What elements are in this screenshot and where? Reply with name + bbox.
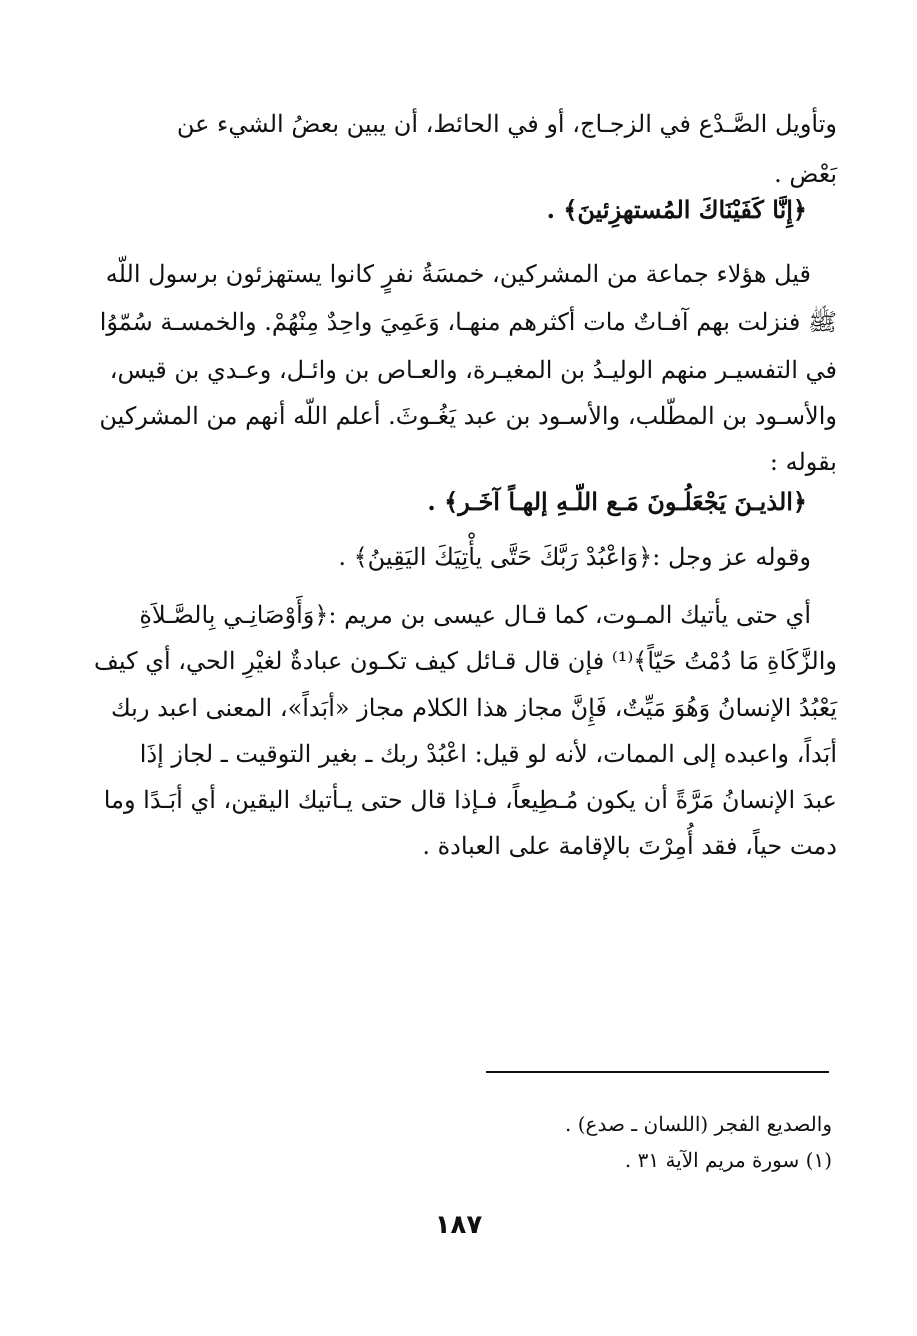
page-number: ١٨٧ xyxy=(434,1210,483,1240)
text-line: وقوله عز وجل :﴿وَاعْبُدْ رَبَّكَ حَتَّى يأْتِيَكَ اليَقِينُ﴾ . xyxy=(338,543,811,571)
verse-line: ﴿الذيـنَ يَجْعَلُـونَ مَـع اللّـهِ إلهـاً آخَـر﴾ . xyxy=(427,487,807,516)
text-line: وتأويل الصَّـدْع في الزجـاج، أو في الحائط، أن يبين بعضُ الشيء عن xyxy=(176,110,837,138)
text-line: في التفسيـر منهم الوليـدُ بن المغيـرة، والعـاص بن وائـل، وعـدي بن قيس، xyxy=(109,356,837,384)
footnote-1: (١) سورة مريم الآية ٣١ . xyxy=(624,1148,832,1172)
text-line: والأسـود بن المطّلب، والأسـود بن عبد يَغُـوثَ. أعلم اللّه أنهم من المشركين xyxy=(99,402,837,430)
paragraph-3 xyxy=(150,545,837,581)
text-line: بقوله : xyxy=(769,448,837,476)
text-line: بَعْض . xyxy=(774,160,837,188)
footnote-separator xyxy=(486,1071,829,1073)
text-line: قيل هؤلاء جماعة من المشركين، خمسَةُ نفرٍ كانوا يستهزئون برسول اللّه xyxy=(105,260,811,288)
text-line: عبدَ الإنسانُ مَرَّةً أن يكون مُـطِيعاً، فـإذا قال حتى يـأتيك اليقين، أي أبَـدًا وما xyxy=(103,786,837,814)
paragraph-1 xyxy=(150,112,837,192)
footnote-a: والصديع الفجر (اللسان ـ صدع) . xyxy=(565,1112,832,1136)
paragraph-4 xyxy=(94,601,837,863)
text-line: أبَداً، واعبده إلى الممات، لأنه لو قيل: اعْبُدْ ربك ـ بغير التوقيت ـ لجاز إذَا xyxy=(139,740,837,768)
text-line: يَعْبُدُ الإنسانُ وَهُوَ مَيِّتٌ، فَإِنَّ مجاز هذا الكلام مجاز «أبَداً»، المعنى اعبد ربك xyxy=(110,694,837,722)
paragraph-2 xyxy=(99,260,837,492)
text-line: ﷺ فنزلت بهم آفـاتٌ مات أكثرهم منهـا، وَعَمِيَ واحِدٌ مِنْهُمْ. والخمسـة سُمّوُا xyxy=(99,308,837,336)
text-line: والزَّكَاةِ مَا دُمْتُ حَيّاً﴾⁽¹⁾ فإن قال قـائل كيف تكـون عبادةٌ لغيْرِ الحي، أي كيف xyxy=(94,647,837,675)
quran-verse-2 xyxy=(150,487,837,526)
quran-verse-1 xyxy=(150,195,837,234)
verse-line: ﴿إِنَّا كَفَيْنَاكَ المُستهزِئينَ﴾ . xyxy=(546,195,807,224)
text-line: أي حتى يأتيك المـوت، كما قـال عيسى بن مريم :﴿وَأَوْصَانِـي بِالصَّـلاَةِ xyxy=(139,601,811,629)
text-line: دمت حياً، فقد أُمِرْتَ بالإقامة على العبادة . xyxy=(422,832,837,860)
